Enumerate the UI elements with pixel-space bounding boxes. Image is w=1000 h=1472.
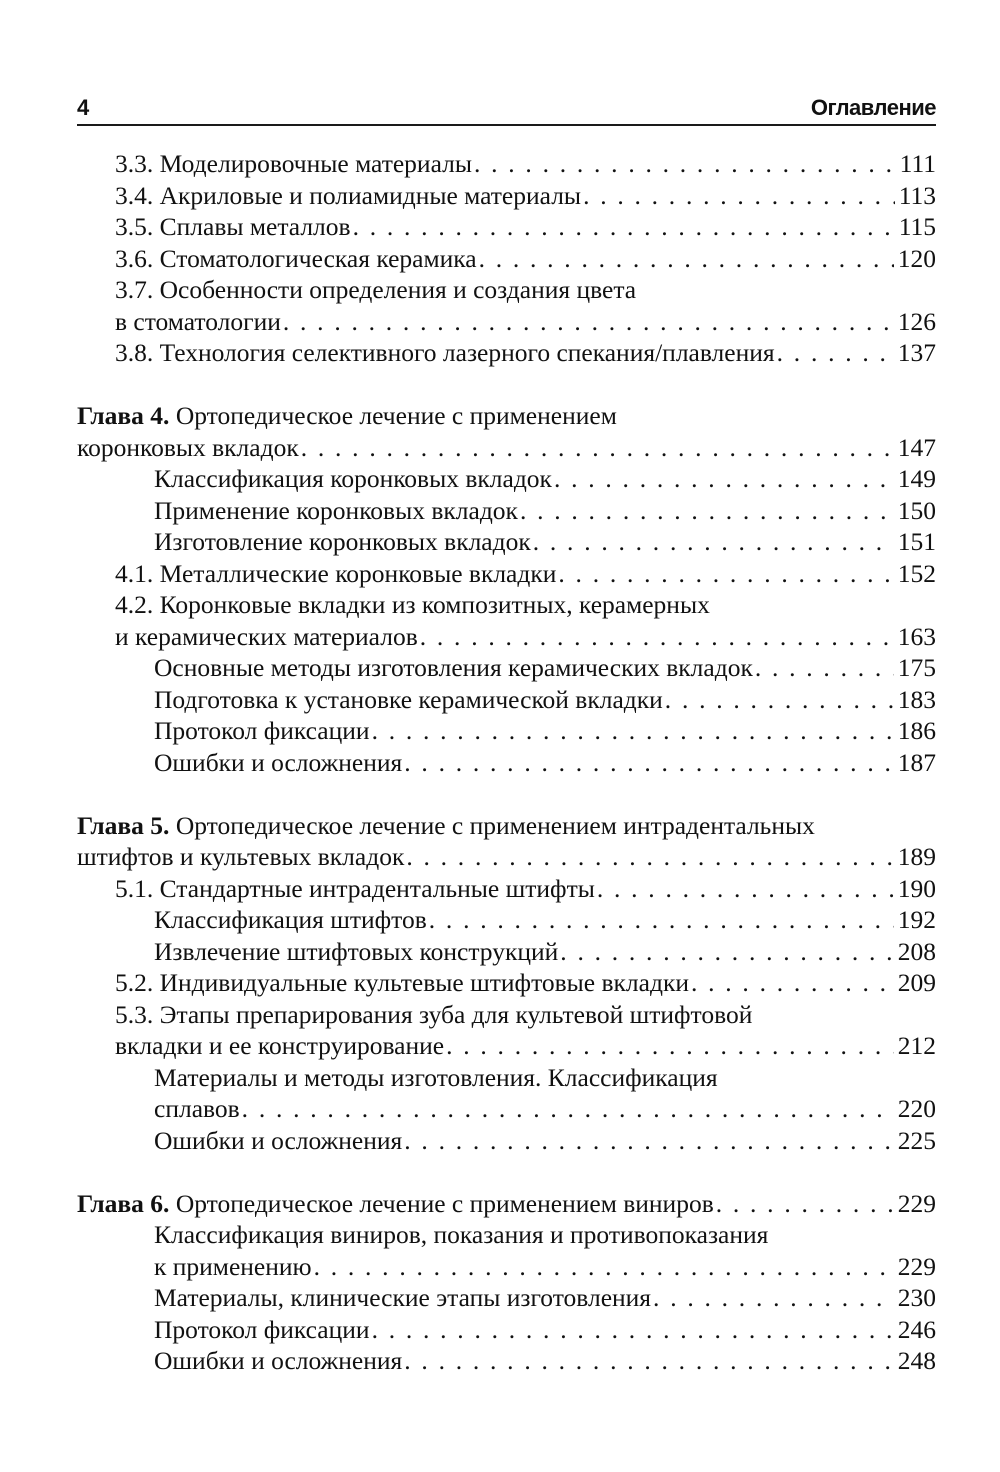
toc-entry-title: Изготовление коронковых вкладок: [154, 527, 531, 556]
toc-entry-3-5: [77, 211, 936, 243]
toc-entry-5-2: [77, 967, 936, 999]
toc-entry-3-7: [77, 306, 936, 338]
chapter-title: коронковых вкладок: [77, 432, 299, 462]
toc-entry-title: вкладки и ее конструирование: [115, 1031, 445, 1060]
toc-entry-title: Ошибки и осложнения: [154, 747, 403, 777]
toc-entry-page: 152: [897, 558, 936, 588]
toc-entry-page: 151: [897, 527, 936, 556]
toc-entry-3-6: [77, 243, 936, 275]
toc-entry-title: сплавов: [154, 1094, 240, 1123]
dot-leader: [597, 873, 894, 905]
toc-entry-page: 126: [897, 306, 936, 336]
toc-entry-title: 3.6. Стоматологическая керамика: [115, 243, 477, 273]
toc-entry-page: 186: [897, 716, 936, 745]
page-number: 4: [77, 95, 90, 120]
toc-entry-line1: Материалы и методы изготовления. Классификация: [154, 1062, 718, 1092]
toc-entry-title: Ошибки и осложнения: [154, 1346, 403, 1375]
dot-leader: [583, 180, 895, 212]
toc-entry-5-3: [77, 1030, 936, 1062]
toc-entry-title: Извлечение штифтовых конструкций: [154, 936, 559, 966]
toc-entry-3-7-line1: 3.7. Особенности определения и создания цвета: [115, 275, 637, 304]
dot-leader: [560, 936, 893, 968]
toc-entry-4-2-line1: 4.2. Коронковые вкладки из композитных, керамерных: [115, 590, 710, 619]
toc-entry-title: в стоматологии: [115, 306, 281, 336]
toc-entry-page: 246: [897, 1314, 936, 1344]
toc-entry: [77, 526, 936, 558]
toc-entry-page: 189: [897, 842, 936, 871]
toc-entry: [77, 1093, 936, 1125]
toc-entry-title: Подготовка к установке керамической вкладки: [154, 684, 663, 714]
toc-entry-title: 4.1. Металлические коронковые вкладки: [115, 558, 557, 588]
toc-entry-page: 163: [897, 621, 936, 651]
dot-leader: [653, 1282, 894, 1314]
dot-leader: [777, 337, 894, 369]
dot-leader: [372, 1314, 894, 1346]
toc-entry-page: 220: [897, 1094, 936, 1123]
chapter-title: Ортопедическое лечение с применением: [169, 401, 617, 430]
dot-leader: [372, 715, 894, 747]
toc-entry-page: 248: [897, 1346, 936, 1375]
toc-entry: [77, 1345, 936, 1377]
running-header: [77, 92, 936, 126]
toc-entry-title: 5.2. Индивидуальные культевые штифтовые вкладки: [115, 968, 689, 997]
table-of-contents: [77, 148, 936, 1377]
toc-entry-title: к применению: [154, 1251, 312, 1281]
dot-leader: [554, 463, 894, 495]
toc-entry-page: 229: [897, 1251, 936, 1281]
dot-leader: [404, 1345, 893, 1377]
toc-entry-4-2: [77, 621, 936, 653]
chapter-label: Глава 5.: [77, 810, 170, 840]
dot-leader: [479, 243, 894, 275]
toc-entry-page: 230: [897, 1283, 936, 1312]
toc-entry-page: 208: [897, 936, 936, 966]
chapter-4-heading-line1: [77, 400, 936, 432]
toc-entry-page: 147: [897, 432, 936, 462]
dot-leader: [520, 495, 894, 527]
toc-entry-line1: Классификация виниров, показания и противопоказания: [154, 1220, 769, 1249]
toc-entry-page: 212: [897, 1031, 936, 1060]
dot-leader: [474, 148, 896, 180]
toc-entry-page: 113: [898, 180, 936, 210]
toc-entry-title: Протокол фиксации: [154, 716, 370, 745]
toc-entry-page: 192: [897, 905, 936, 934]
toc-entry-5-1: [77, 873, 936, 905]
chapter-5-heading: [77, 841, 936, 873]
toc-entry-title: Материалы, клинические этапы изготовления: [154, 1283, 652, 1312]
toc-entry-page: 229: [897, 1188, 936, 1218]
toc-entry: [77, 1125, 936, 1157]
toc-entry-page: 190: [897, 873, 936, 903]
toc-entry-page: 111: [899, 149, 936, 178]
toc-entry-page: 120: [897, 243, 936, 273]
dot-leader: [301, 432, 894, 464]
dot-leader: [446, 1030, 894, 1062]
dot-leader: [314, 1251, 894, 1283]
toc-entry-title: 3.5. Сплавы металлов: [115, 212, 351, 241]
toc-entry: [77, 747, 936, 779]
toc-entry-page: 137: [897, 338, 936, 367]
toc-entry: [77, 1251, 936, 1283]
dot-leader: [716, 1188, 894, 1220]
chapter-4-heading: [77, 432, 936, 464]
section-gap: [77, 778, 936, 810]
toc-entry: [77, 652, 936, 684]
toc-entry-3-4: [77, 180, 936, 212]
toc-entry-3-3: [77, 148, 936, 180]
dot-leader: [558, 558, 893, 590]
chapter-5-heading-line1: [77, 810, 936, 842]
toc-entry-3-8: [77, 337, 936, 369]
toc-entry-page: 115: [898, 212, 936, 241]
toc-entry: [77, 1282, 936, 1314]
dot-leader: [406, 841, 893, 873]
toc-entry: [77, 463, 936, 495]
toc-entry-page: 187: [897, 747, 936, 777]
toc-entry-title: Ошибки и осложнения: [154, 1125, 403, 1155]
dot-leader: [353, 211, 895, 243]
running-head: Оглавление: [810, 95, 936, 120]
dot-leader: [533, 526, 894, 558]
toc-entry: [77, 495, 936, 527]
toc-entry-title: 3.4. Акриловые и полиамидные материалы: [115, 180, 582, 210]
toc-entry-page: 209: [897, 968, 936, 997]
dot-leader: [404, 747, 893, 779]
toc-entry-page: 150: [897, 495, 936, 525]
toc-entry-title: Протокол фиксации: [154, 1314, 370, 1344]
toc-entry: [77, 1314, 936, 1346]
toc-entry-title: и керамических материалов: [115, 621, 418, 651]
dot-leader: [283, 306, 894, 338]
toc-entry-4-1: [77, 558, 936, 590]
toc-entry-title: Классификация штифтов: [154, 905, 427, 934]
section-gap: [77, 1156, 936, 1188]
chapter-title: Ортопедическое лечение с применением виниров: [169, 1188, 714, 1218]
toc-entry-title: Классификация коронковых вкладок: [154, 464, 552, 493]
dot-leader: [429, 904, 894, 936]
dot-leader: [691, 967, 894, 999]
dot-leader: [404, 1125, 893, 1157]
dot-leader: [242, 1093, 894, 1125]
toc-entry-page: 183: [897, 684, 936, 714]
dot-leader: [420, 621, 894, 653]
toc-entry: [77, 936, 936, 968]
section-gap: [77, 369, 936, 401]
toc-entry-title: 3.3. Моделировочные материалы: [115, 149, 472, 178]
dot-leader: [665, 684, 894, 716]
toc-entry-page: 175: [897, 653, 936, 682]
chapter-label: Глава 4.: [77, 401, 170, 430]
toc-entry-title: Применение коронковых вкладок: [154, 495, 518, 525]
toc-entry-title: 5.1. Стандартные интрадентальные штифты: [115, 873, 595, 903]
toc-entry-5-3-line1: 5.3. Этапы препарирования зуба для культевой штифтовой: [115, 999, 753, 1029]
dot-leader: [755, 652, 894, 684]
toc-entry-page: 149: [897, 464, 936, 493]
chapter-heading: [77, 1188, 716, 1220]
toc-entry-title: Основные методы изготовления керамических вкладок: [154, 653, 753, 682]
toc-entry: [77, 684, 936, 716]
chapter-6-heading: [77, 1188, 936, 1220]
toc-entry-page: 225: [897, 1125, 936, 1155]
chapter-title: Ортопедическое лечение с применением интрадентальных: [169, 810, 815, 840]
toc-entry-title: 3.8. Технология селективного лазерного спекания/плавления: [115, 338, 775, 367]
toc-entry: [77, 715, 936, 747]
toc-entry: [77, 904, 936, 936]
chapter-label: Глава 6.: [77, 1188, 170, 1218]
chapter-title: штифтов и культевых вкладок: [77, 842, 405, 871]
